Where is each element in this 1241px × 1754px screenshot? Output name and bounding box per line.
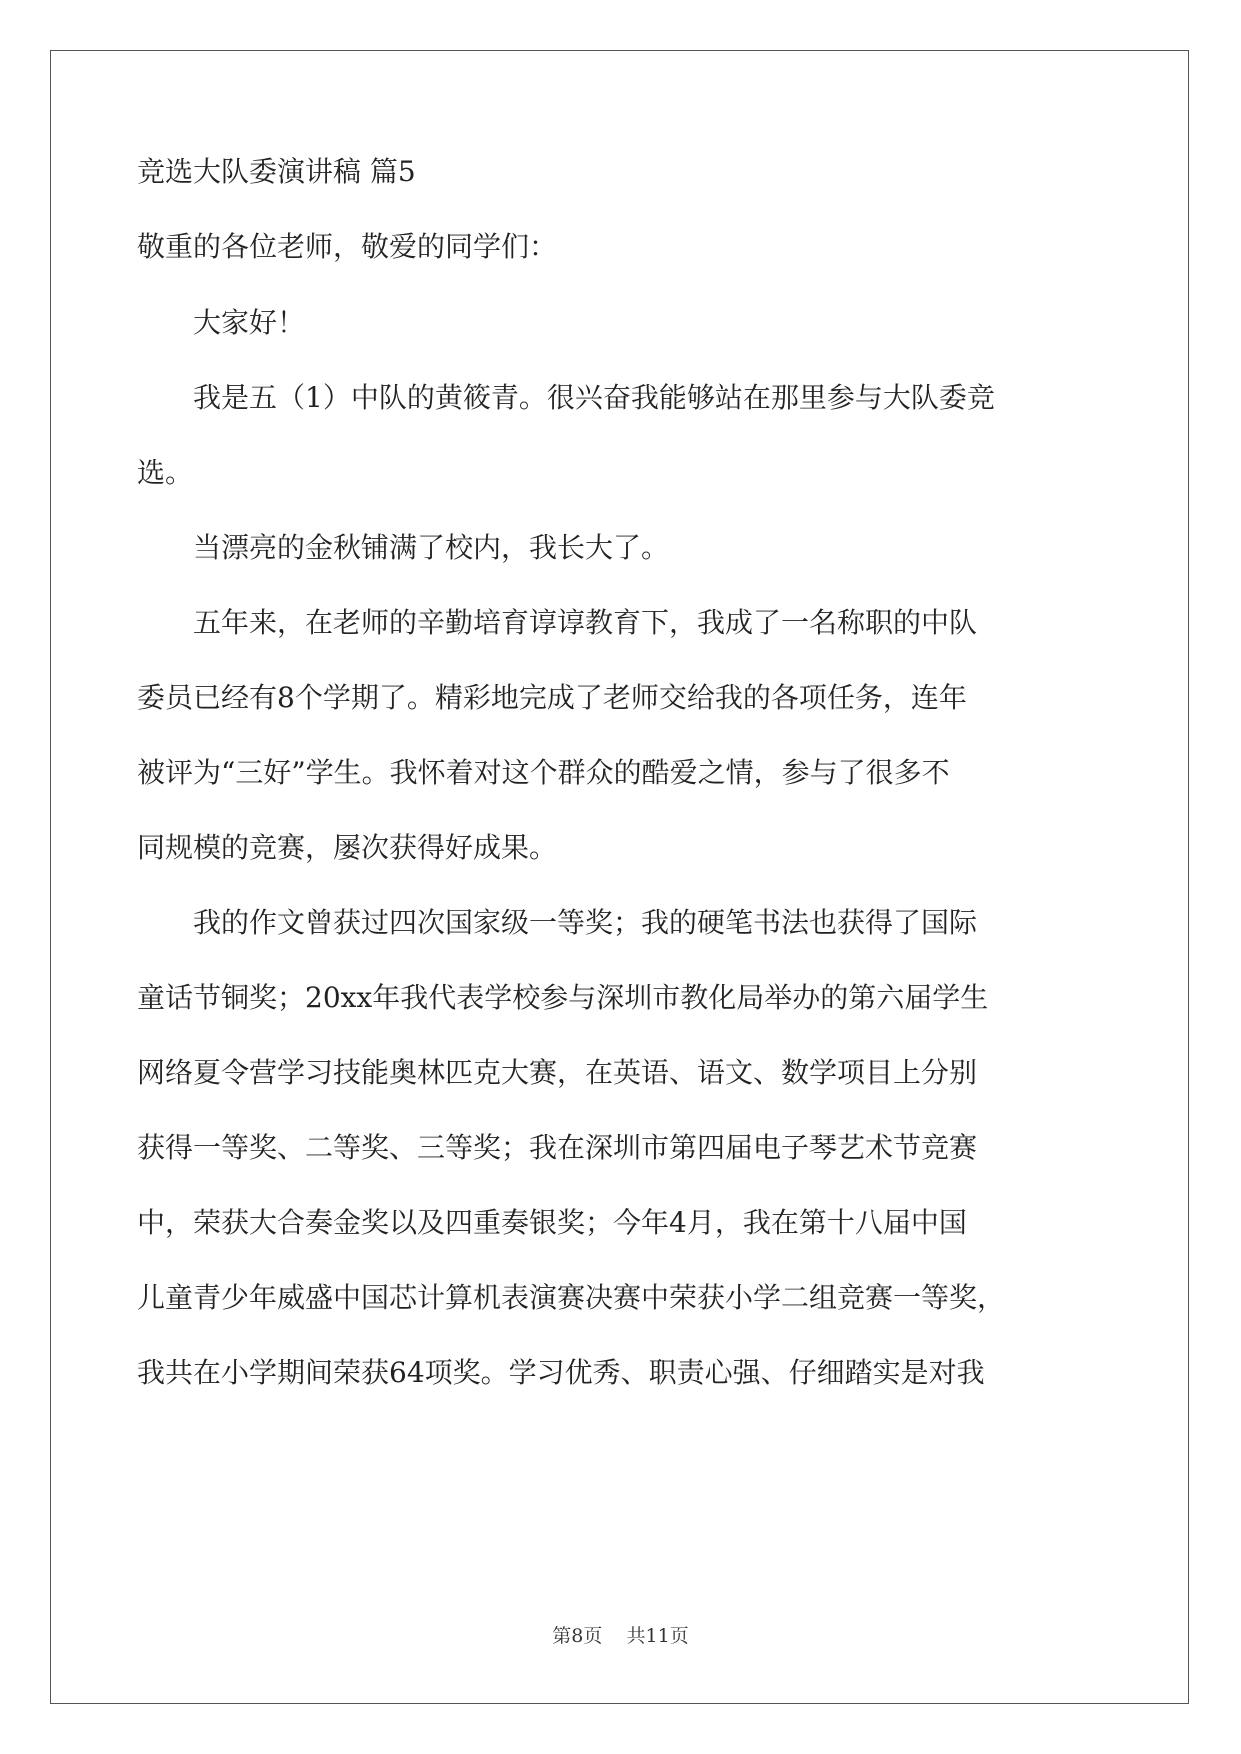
paragraph-line: 网络夏令营学习技能奥林匹克大赛，在英语、语文、数学项目上分别 [137, 1056, 978, 1089]
paragraph-line: 我共在小学期间荣获64项奖。学习优秀、职责心强、仔细踏实是对我 [137, 1356, 985, 1389]
paragraph-line: 选。 [137, 456, 194, 489]
salutation: 敬重的各位老师，敬爱的同学们： [137, 230, 558, 263]
paragraph-line: 获得一等奖、二等奖、三等奖；我在深圳市第四届电子琴艺术节竞赛 [137, 1131, 978, 1164]
paragraph-line: 大家好！ [193, 306, 306, 339]
paragraph-line: 委员已经有8个学期了。精彩地完成了老师交给我的各项任务，连年 [137, 681, 967, 714]
page-number-footer: 第8页 共11页 [552, 1625, 689, 1647]
paragraph-line: 被评为“三好”学生。我怀着对这个群众的酷爱之情，参与了很多不 [137, 756, 950, 789]
paragraph-line: 当漂亮的金秋铺满了校内，我长大了。 [193, 531, 670, 564]
paragraph-line: 我的作文曾获过四次国家级一等奖；我的硬笔书法也获得了国际 [193, 906, 978, 939]
paragraph-line: 我是五（1）中队的黄筱青。很兴奋我能够站在那里参与大队委竞 [193, 381, 995, 414]
paragraph-line: 儿童青少年威盛中国芯计算机表演赛决赛中荣获小学二组竞赛一等奖， [137, 1281, 1006, 1314]
paragraph-line: 五年来，在老师的辛勤培育谆谆教育下，我成了一名称职的中队 [193, 606, 978, 639]
document-title: 竞选大队委演讲稿 篇5 [137, 155, 416, 188]
paragraph-line: 中，荣获大合奏金奖以及四重奏银奖；今年4月，我在第十八届中国 [137, 1206, 967, 1239]
paragraph-line: 同规模的竞赛，屡次获得好成果。 [137, 831, 558, 864]
page-border [50, 50, 1189, 1704]
paragraph-line: 童话节铜奖；20xx年我代表学校参与深圳市教化局举办的第六届学生 [137, 981, 989, 1014]
